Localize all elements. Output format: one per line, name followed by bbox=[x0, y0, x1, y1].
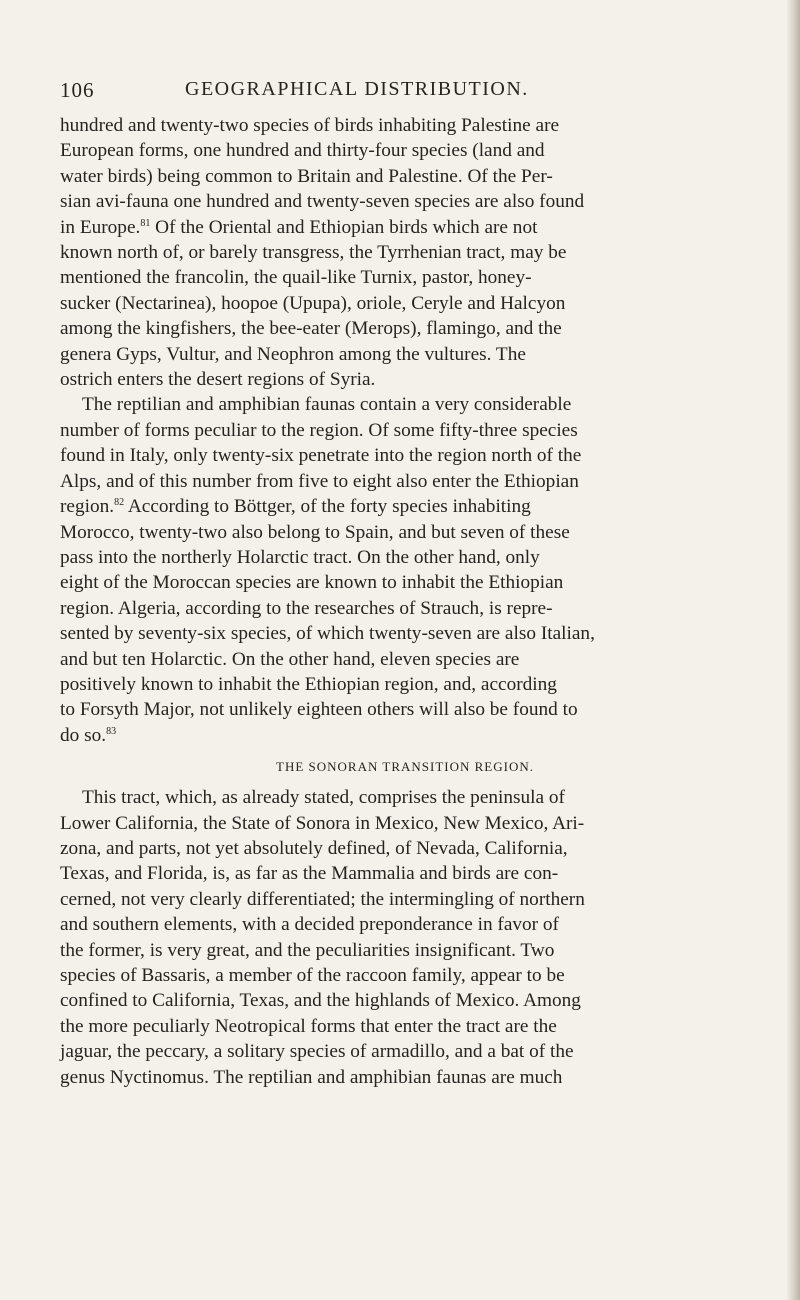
text-line: to Forsyth Major, not unlikely eighteen others will also be found to bbox=[60, 699, 578, 721]
text-line: and southern elements, with a decided preponderance in favor of bbox=[60, 914, 559, 936]
text-line: pass into the northerly Holarctic tract. On the other hand, only bbox=[60, 546, 540, 568]
section-heading: THE SONORAN TRANSITION REGION. bbox=[276, 759, 534, 775]
text-line bbox=[60, 215, 750, 240]
page-header bbox=[60, 78, 750, 102]
text-line: the more peculiarly Neotropical forms that enter the tract are the bbox=[60, 1015, 557, 1037]
page-edge-shadow bbox=[786, 0, 800, 1300]
body-text bbox=[60, 113, 750, 1090]
footnote-ref: 81 bbox=[140, 217, 151, 229]
text-line: This tract, which, as already stated, comprises the peninsula of bbox=[82, 787, 565, 809]
text-line: Lower California, the State of Sonora in Mexico, New Mexico, Ari- bbox=[60, 812, 585, 834]
text-line: and but ten Holarctic. On the other hand, eleven species are bbox=[60, 648, 520, 670]
text-line: sented by seventy-six species, of which twenty-seven are also Italian, bbox=[60, 623, 595, 645]
text-line: ostrich enters the desert regions of Syria. bbox=[60, 369, 376, 391]
text-line: water birds) being common to Britain and Palestine. Of the Per- bbox=[60, 165, 553, 187]
text-line: positively known to inhabit the Ethiopian region, and, according bbox=[60, 673, 557, 695]
text-line: mentioned the francolin, the quail-like Turnix, pastor, honey- bbox=[60, 267, 532, 289]
text-line: Texas, and Florida, is, as far as the Mammalia and birds are con- bbox=[60, 863, 559, 885]
text-line: eight of the Moroccan species are known to inhabit the Ethiopian bbox=[60, 572, 564, 594]
text-line: known north of, or barely transgress, the Tyrrhenian tract, may be bbox=[60, 242, 567, 264]
text-line: number of forms peculiar to the region. Of some fifty-three species bbox=[60, 419, 578, 441]
text-line bbox=[60, 494, 750, 519]
text-line: region. Algeria, according to the researches of Strauch, is repre- bbox=[60, 597, 553, 619]
text-segment: in Europe. bbox=[60, 216, 141, 238]
text-segment: region. bbox=[60, 496, 115, 518]
running-head: GEOGRAPHICAL DISTRIBUTION. bbox=[185, 78, 529, 100]
text-line: cerned, not very clearly differentiated; the intermingling of northern bbox=[60, 888, 585, 910]
text-line: European forms, one hundred and thirty-four species (land and bbox=[60, 140, 545, 162]
text-segment: Of the Oriental and Ethiopian birds which are not bbox=[150, 216, 538, 238]
text-segment: do so. bbox=[60, 724, 107, 746]
text-line: species of Bassaris, a member of the raccoon family, appear to be bbox=[60, 965, 565, 986]
page-number: 106 bbox=[60, 78, 95, 102]
text-line: sucker (Nectarinea), hoopoe (Upupa), oriole, Ceryle and Halcyon bbox=[60, 292, 566, 314]
text-line: The reptilian and amphibian faunas contain a very considerable bbox=[82, 394, 572, 416]
text-line: found in Italy, only twenty-six penetrate into the region north of the bbox=[60, 445, 582, 467]
text-line: the former, is very great, and the peculiarities insignificant. Two bbox=[60, 939, 555, 961]
text-line: Morocco, twenty-two also belong to Spain, and but seven of these bbox=[60, 521, 570, 543]
text-line: zona, and parts, not yet absolutely defined, of Nevada, California, bbox=[60, 837, 568, 859]
text-line: Alps, and of this number from five to eight also enter the Ethiopian bbox=[60, 470, 579, 492]
text-line bbox=[60, 723, 750, 748]
footnote-ref: 82 bbox=[114, 497, 125, 509]
text-line: confined to California, Texas, and the highlands of Mexico. Among bbox=[60, 990, 581, 1012]
text-line: sian avi-fauna one hundred and twenty-seven species are also found bbox=[60, 191, 585, 213]
text-line: genus Nyctinomus. The reptilian and amphibian faunas are much bbox=[60, 1066, 563, 1088]
text-line: genera Gyps, Vultur, and Neophron among the vultures. The bbox=[60, 343, 526, 365]
text-line: hundred and twenty-two species of birds inhabiting Palestine are bbox=[60, 115, 560, 136]
footnote-ref: 83 bbox=[106, 725, 117, 737]
text-line: jaguar, the peccary, a solitary species of armadillo, and a bat of the bbox=[60, 1041, 574, 1063]
text-line: among the kingfishers, the bee-eater (Merops), flamingo, and the bbox=[60, 318, 562, 340]
text-segment: According to Böttger, of the forty species inhabiting bbox=[124, 496, 531, 518]
